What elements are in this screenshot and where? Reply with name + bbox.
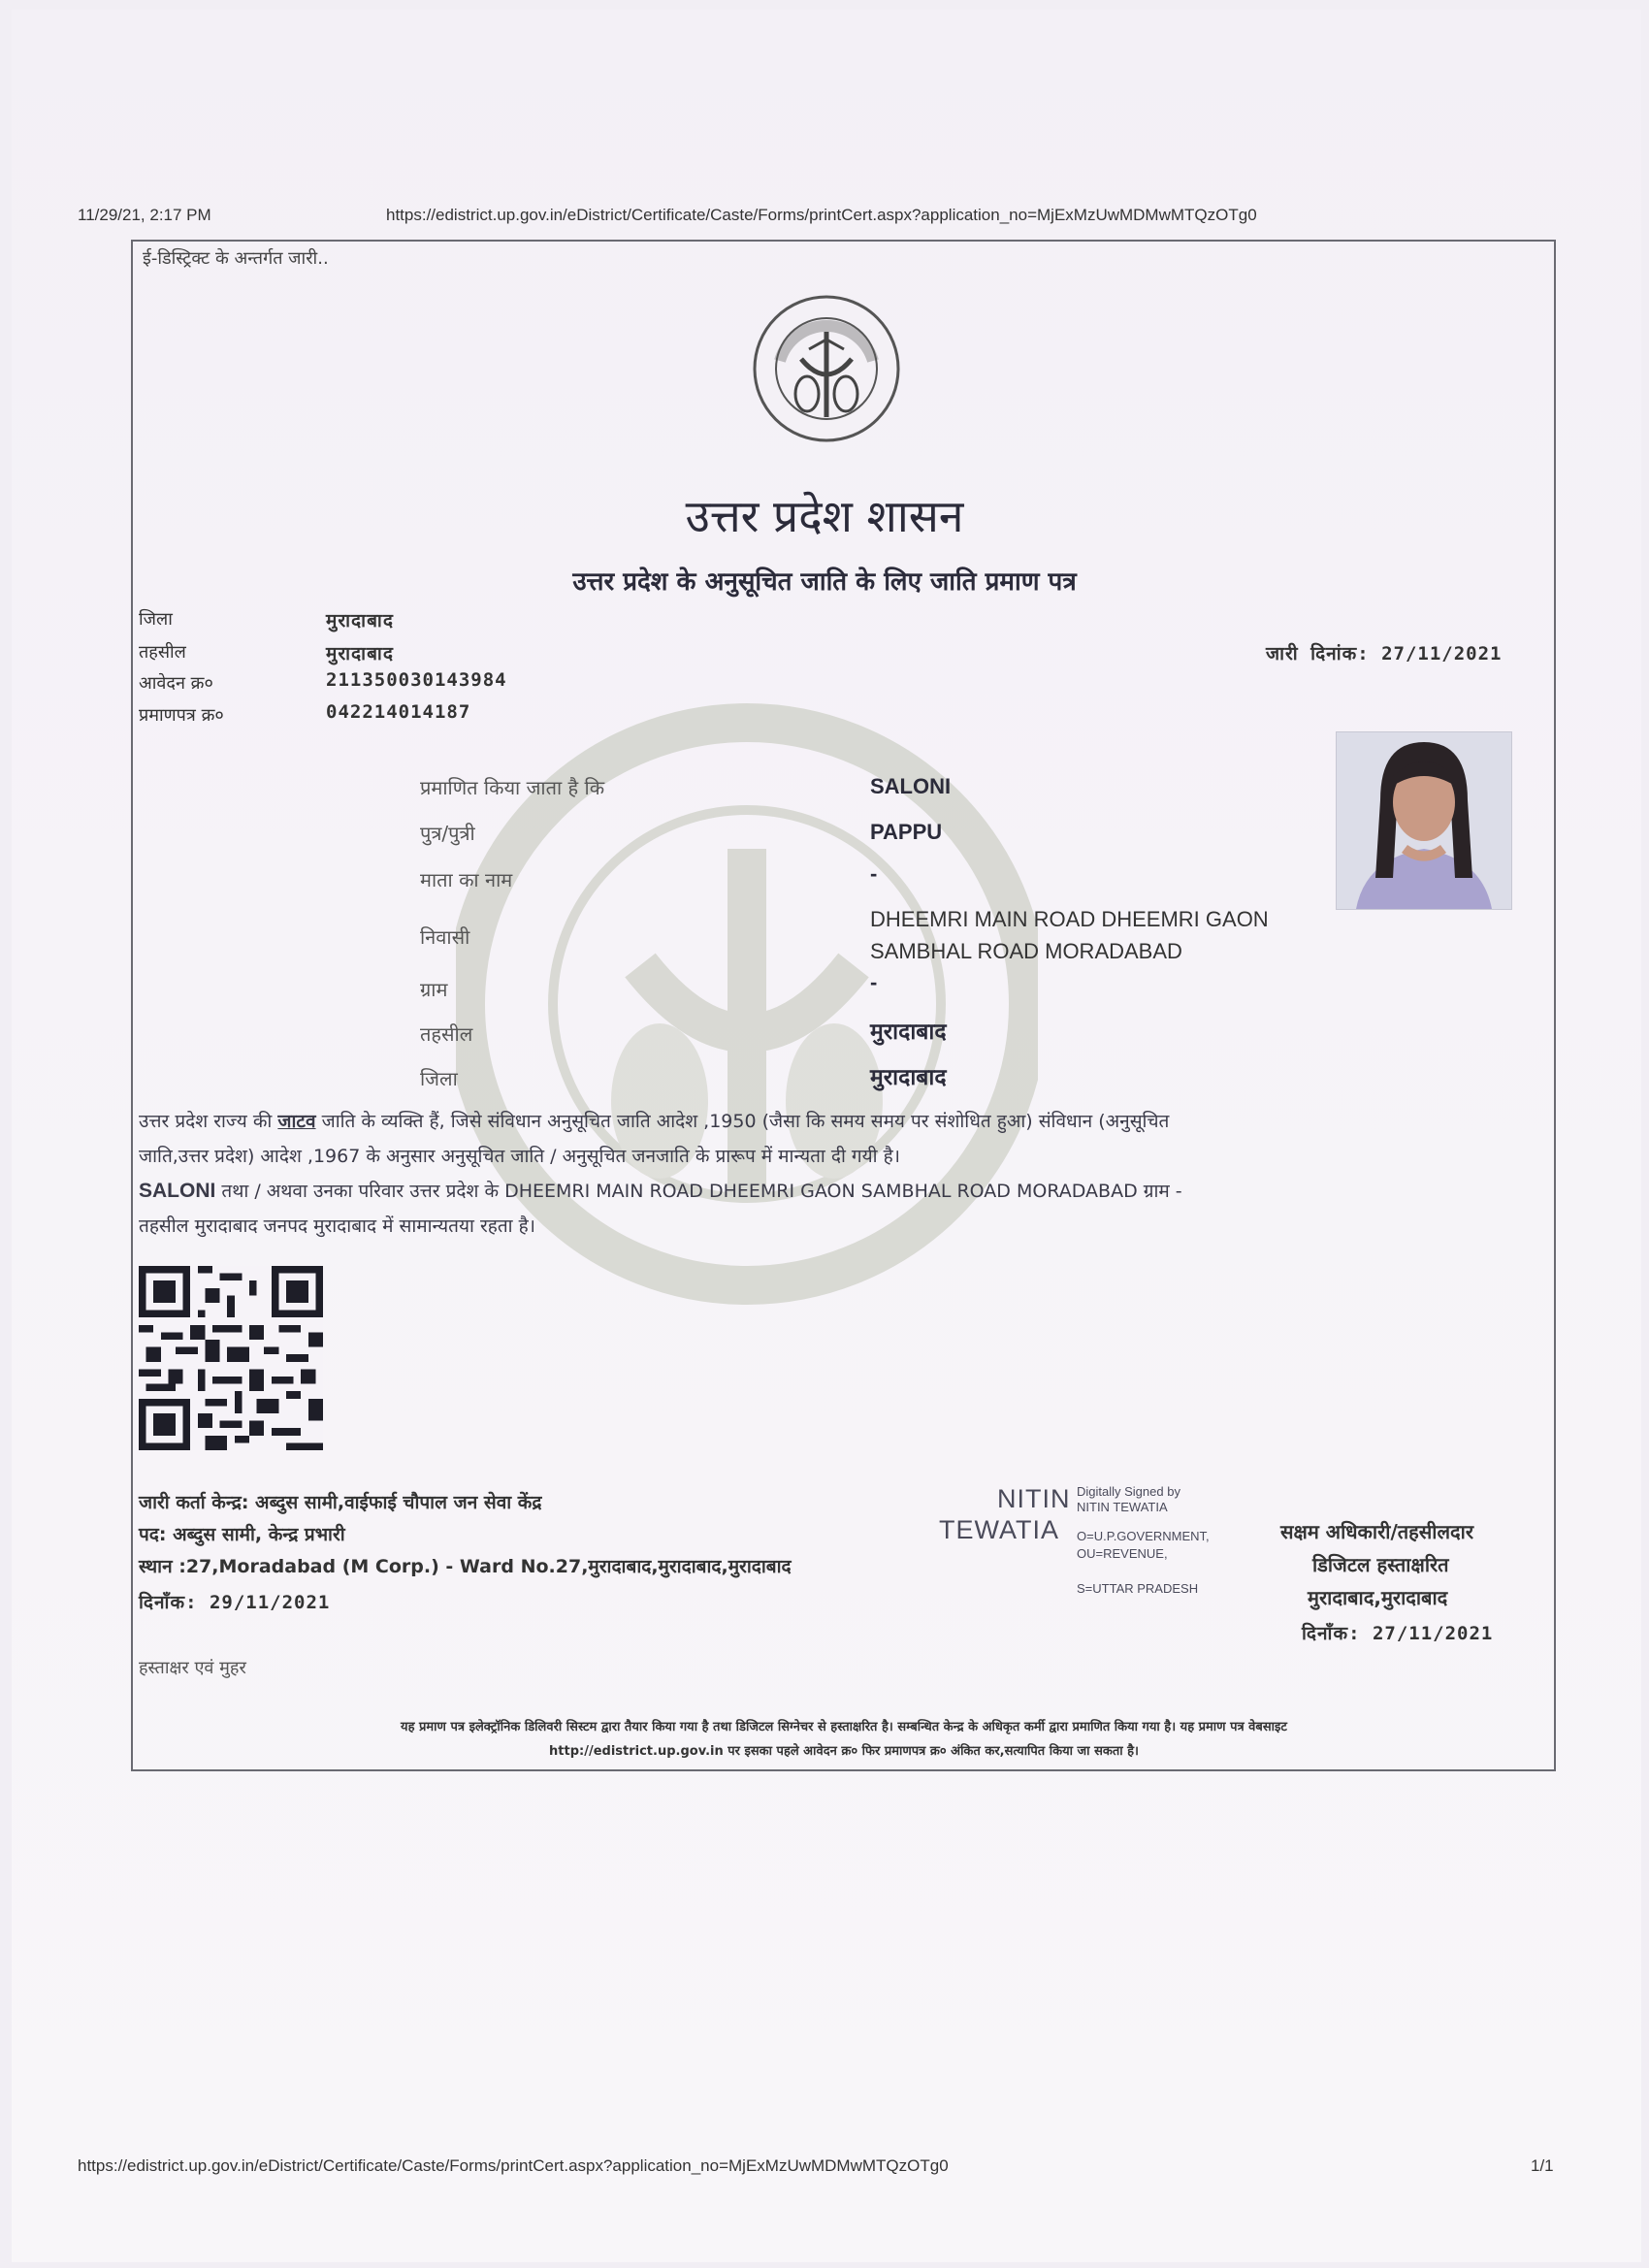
field-label-certify: प्रमाणित किया जाता है कि	[420, 776, 605, 799]
body-text-2a: तथा / अथवा उनका परिवार उत्तर प्रदेश के DHEEMRI MAIN ROAD DHEEMRI GAON SAMBHAL ROAD MORADABAD ग्राम -	[215, 1181, 1182, 1202]
field-label-tehsil: तहसील	[420, 1022, 473, 1046]
meta-label-application-no: आवेदन क्र०	[139, 673, 213, 694]
issuer-date: दिनाँक: 29/11/2021	[139, 1592, 331, 1613]
certificate-body	[139, 1104, 1540, 1244]
sig-line-2: NITIN TEWATIA	[1077, 1500, 1168, 1514]
footer-note-line-2: http://edistrict.up.gov.in पर इसका पहले आवेदन क्र० फिर प्रमाणपत्र क्र० अंकित कर,सत्यापित किया जा सकता है।	[549, 1744, 1139, 1759]
field-value-mother: -	[870, 861, 878, 886]
field-label-resident: निवासी	[420, 925, 470, 949]
signer-last-name: TEWATIA	[939, 1515, 1059, 1544]
issued-under-text: ई-डिस्ट्रिक्ट के अन्तर्गत जारी..	[143, 248, 329, 269]
qr-code-icon	[139, 1266, 323, 1450]
issuer-post: पद: अब्दुस सामी, केन्द्र प्रभारी	[139, 1524, 345, 1545]
print-datetime: 11/29/21, 2:17 PM	[78, 206, 211, 224]
field-value-resident-line1: DHEEMRI MAIN ROAD DHEEMRI GAON	[870, 907, 1269, 931]
meta-value-application-no: 211350030143984	[326, 669, 507, 691]
sig-line-3: O=U.P.GOVERNMENT,	[1077, 1529, 1210, 1543]
up-government-seal-icon	[751, 293, 902, 444]
signer-first-name: NITIN	[997, 1484, 1071, 1513]
field-value-resident-line2: SAMBHAL ROAD MORADABAD	[870, 939, 1182, 963]
field-value-relation: PAPPU	[870, 820, 943, 844]
applicant-photo	[1336, 731, 1512, 910]
field-label-relation: पुत्र/पुत्री	[420, 822, 475, 845]
authority-place: मुरादाबाद,मुरादाबाद	[1308, 1586, 1448, 1609]
sign-and-seal-label: हस्ताक्षर एवं मुहर	[139, 1658, 246, 1678]
meta-label-certificate-no: प्रमाणपत्र क्र०	[139, 705, 224, 726]
body-line-3	[139, 1174, 1540, 1209]
authority-date: दिनाँक: 27/11/2021	[1302, 1623, 1494, 1644]
meta-value-district: मुरादाबाद	[326, 610, 394, 632]
body-text-1b: जाति के व्यक्ति हैं, जिसे संविधान अनुसूचित जाति आदेश ,1950 (जैसा कि समय समय पर संशोधित हुआ) संविधान (अनुसूचित	[315, 1111, 1170, 1132]
print-url: https://edistrict.up.gov.in/eDistrict/Certificate/Caste/Forms/printCert.aspx?application_no=MjExMzUwMDMwMTQzOTg0	[386, 206, 1257, 224]
certificate-subtitle: उत्तर प्रदेश के अनुसूचित जाति के लिए जाति प्रमाण पत्र	[572, 567, 1077, 597]
caste-name: जाटव	[277, 1111, 316, 1132]
field-label-mother: माता का नाम	[420, 868, 513, 891]
meta-value-certificate-no: 042214014187	[326, 701, 471, 723]
print-footer-url: https://edistrict.up.gov.in/eDistrict/Certificate/Caste/Forms/printCert.aspx?application_no=MjExMzUwMDMwMTQzOTg0	[78, 2156, 949, 2175]
authority-title: सक्षम अधिकारी/तहसीलदार	[1280, 1520, 1474, 1543]
field-label-village: ग्राम	[420, 978, 448, 1001]
meta-label-tehsil: तहसील	[139, 642, 186, 663]
field-value-district: मुरादाबाद	[870, 1065, 947, 1090]
print-page-count: 1/1	[1531, 2156, 1554, 2175]
field-label-district: जिला	[420, 1067, 458, 1090]
body-line-4: तहसील मुरादाबाद जनपद मुरादाबाद में सामान्यतया रहता है।	[139, 1215, 535, 1237]
issue-date: जारी दिनांक: 27/11/2021	[1266, 643, 1503, 664]
body-line-2: जाति,उत्तर प्रदेश) आदेश ,1967 के अनुसार अनुसूचित जाति / अनुसूचित जनजाति के प्रारूप में मान्यता दी गयी है।	[139, 1146, 900, 1167]
meta-value-tehsil: मुरादाबाद	[326, 643, 394, 664]
field-value-village: -	[870, 970, 878, 994]
field-value-tehsil: मुरादाबाद	[870, 1020, 947, 1045]
field-value-name: SALONI	[870, 774, 952, 798]
body-text-1a: उत्तर प्रदेश राज्य की	[139, 1111, 278, 1132]
issuer-place: स्थान :27,Moradabad (M Corp.) - Ward No.27,मुरादाबाद,मुरादाबाद,मुरादाबाद	[139, 1556, 792, 1577]
body-applicant-name: SALONI	[139, 1180, 216, 1202]
body-line-1	[139, 1104, 1540, 1139]
footer-note-line-1: यह प्रमाण पत्र इलेक्ट्रॉनिक डिलिवरी सिस्टम द्वारा तैयार किया गया है तथा डिजिटल सिग्नेचर से हस्ताक्षरित है। सम्बन्धित केन्द्र के अधिकृत कर्मी द्वारा प्रमाणित किया गया है। यह प्रमाण पत्र वेबसाइट	[401, 1720, 1287, 1734]
sig-line-5: S=UTTAR PRADESH	[1077, 1581, 1199, 1596]
sig-line-4: OU=REVENUE,	[1077, 1546, 1168, 1561]
sig-line-1: Digitally Signed by	[1077, 1484, 1180, 1499]
issuer-center: जारी कर्ता केन्द्र: अब्दुस सामी,वाईफाई चौपाल जन सेवा केंद्र	[139, 1492, 542, 1513]
certificate-title: उत्तर प्रदेश शासन	[685, 490, 964, 542]
meta-label-district: जिला	[139, 609, 173, 630]
authority-signed: डिजिटल हस्ताक्षरित	[1312, 1553, 1449, 1576]
